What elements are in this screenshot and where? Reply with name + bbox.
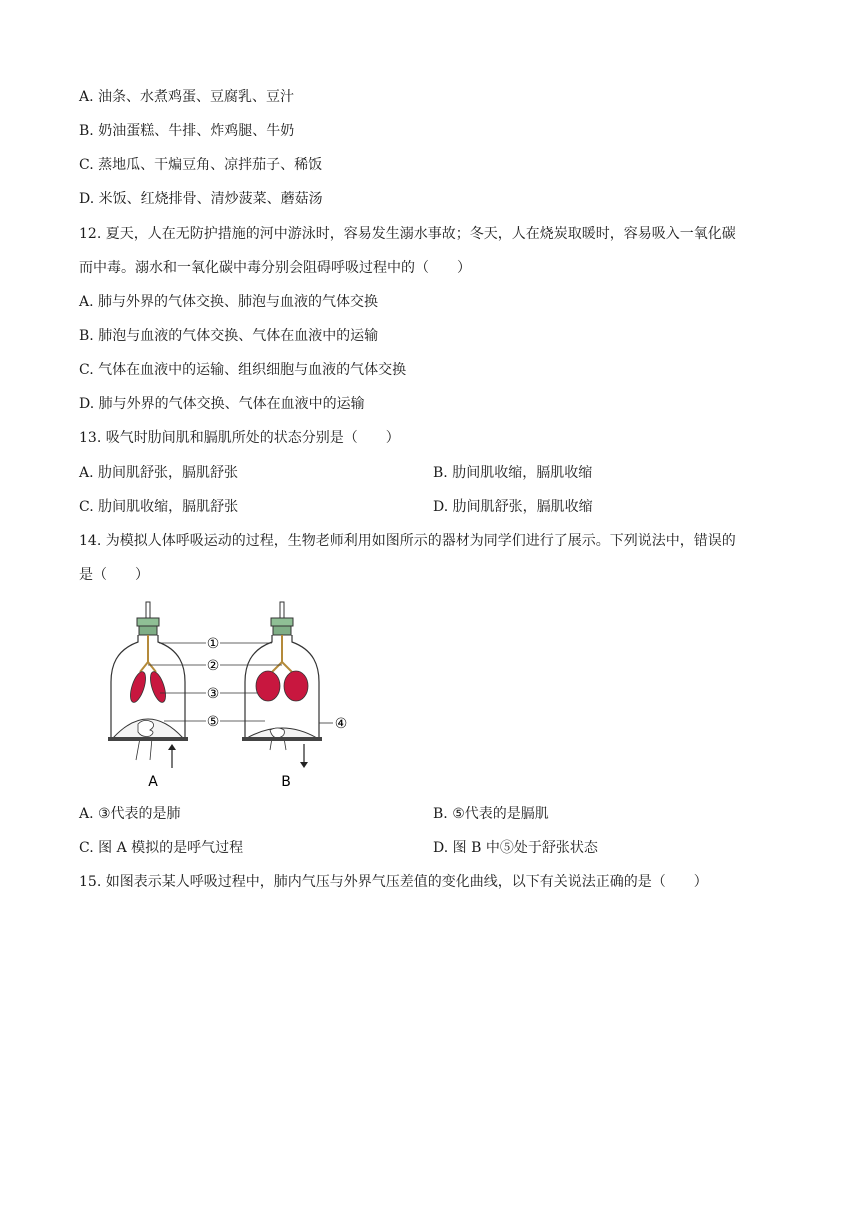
- bell-jar-b: [242, 602, 322, 768]
- panel-b-label: B: [281, 774, 291, 790]
- q14-stem-line2: 是（ ）: [79, 567, 149, 583]
- q14-option-d: D. 图 B 中⑤处于舒张状态: [433, 840, 598, 856]
- q14-option-a: A. ③代表的是肺: [79, 806, 181, 822]
- q12-stem-line1: 12. 夏天，人在无防护措施的河中游泳时，容易发生溺水事故；冬天，人在烧炭取暖时，容易吸入一氧化碳: [79, 226, 736, 242]
- q12-stem-line2: 而中毒。溺水和一氧化碳中毒分别会阻碍呼吸过程中的（ ）: [79, 260, 471, 276]
- panel-a-label: A: [148, 774, 158, 790]
- q14-option-b: B. ⑤代表的是膈肌: [433, 806, 549, 822]
- q12-option-a: A. 肺与外界的气体交换、肺泡与血液的气体交换: [79, 294, 379, 310]
- bell-jar-a: [108, 602, 188, 768]
- q12-option-c: C. 气体在血液中的运输、组织细胞与血液的气体交换: [79, 362, 407, 378]
- label-2: ②: [206, 658, 220, 674]
- q14-option-c: C. 图 A 模拟的是呼气过程: [79, 840, 244, 856]
- q11-option-d: D. 米饭、红烧排骨、清炒菠菜、蘑菇汤: [79, 191, 323, 207]
- q13-option-a: A. 肋间肌舒张，膈肌舒张: [79, 465, 239, 481]
- q12-option-d: D. 肺与外界的气体交换、气体在血液中的运输: [79, 396, 365, 412]
- q11-option-a: A. 油条、水煮鸡蛋、豆腐乳、豆汁: [79, 89, 295, 105]
- q11-option-c: C. 蒸地瓜、干煸豆角、凉拌茄子、稀饭: [79, 157, 323, 173]
- q13-option-d: D. 肋间肌舒张，膈肌收缩: [433, 499, 593, 515]
- q13-option-c: C. 肋间肌收缩，膈肌舒张: [79, 499, 239, 515]
- label-5: ⑤: [206, 714, 220, 730]
- label-1: ①: [206, 636, 220, 652]
- label-3: ③: [206, 686, 220, 702]
- q12-option-b: B. 肺泡与血液的气体交换、气体在血液中的运输: [79, 328, 379, 344]
- q11-option-b: B. 奶油蛋糕、牛排、炸鸡腿、牛奶: [79, 123, 295, 139]
- bell-jar-diagram: [100, 600, 360, 795]
- q15-stem: 15. 如图表示某人呼吸过程中，肺内气压与外界气压差值的变化曲线，以下有关说法正确的是（ ）: [79, 874, 708, 890]
- q13-stem: 13. 吸气时肋间肌和膈肌所处的状态分别是（ ）: [79, 430, 400, 446]
- q13-option-b: B. 肋间肌收缩，膈肌收缩: [433, 465, 593, 481]
- q14-stem-line1: 14. 为模拟人体呼吸运动的过程，生物老师利用如图所示的器材为同学们进行了展示。下列说法中，错误的: [79, 533, 736, 549]
- label-4: ④: [334, 716, 348, 732]
